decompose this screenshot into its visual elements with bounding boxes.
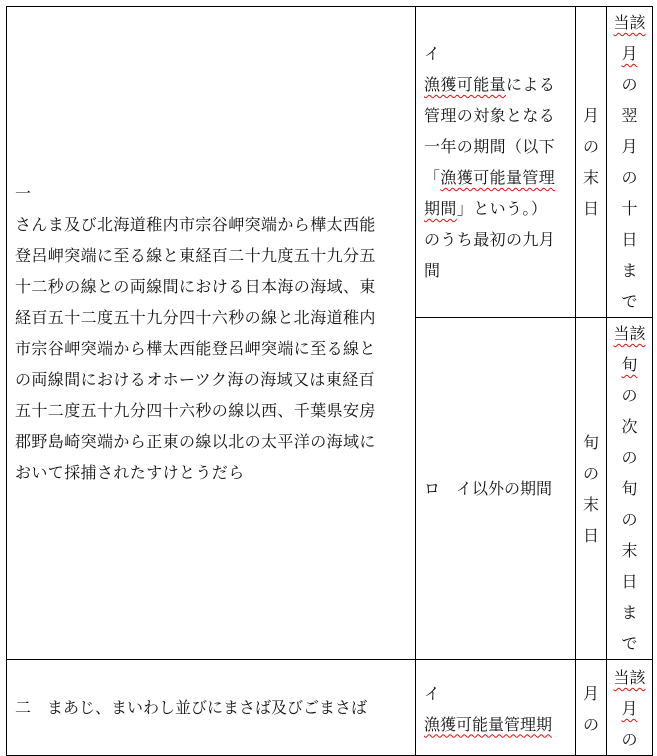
report-char: 旬 [621,479,638,498]
report-char: の [621,730,638,749]
report-char: の [621,386,638,405]
period-text: ロ イ以外の期間 [424,479,553,498]
report-char: で [621,292,638,311]
period-mark-2: 漁獲可能量管理 期間 [424,168,556,218]
deadline-char: の [582,714,599,734]
table-row [7,7,653,318]
deadline-char: の [582,137,599,156]
deadline-char: 月 [582,106,599,125]
period-post: 」という。） のうち最初の九月 間 [424,199,556,280]
deadline-char: 末 [582,168,599,187]
period-mark: 漁獲可能量管理期 [424,714,553,734]
report-char: 月 [621,137,638,156]
report-mark: 当該 [613,13,646,32]
report-cell [607,318,653,660]
period-mark: 漁獲可能量 [424,75,507,94]
deadline-cell [576,660,607,756]
report-char: 次 [621,417,638,436]
report-char: 月 [621,699,638,718]
report-char: で [621,634,638,653]
item-cell [7,7,416,660]
period-text [424,678,567,740]
period-cell [416,318,576,660]
report-char: 十 [621,199,638,218]
period-cell [416,660,576,756]
report-char: の [621,510,638,529]
report-mark: 当該 [613,324,646,343]
deadline-char: 日 [582,525,599,545]
deadline-char: 日 [582,199,599,218]
report-char: 旬 [621,355,638,374]
deadline-char: 末 [582,494,599,514]
report-mark: 当該 [613,668,646,687]
report-char: の [621,75,638,94]
report-cell [607,660,653,756]
item-text: 二 まあじ、まいわし並びにまさば及びごまさば [15,698,368,717]
report-char: 翌 [621,106,638,125]
period-cell [416,7,576,318]
report-char: 末 [621,541,638,560]
deadline-cell [576,318,607,660]
item-text: 一 さんま及び北海道稚内市宗谷岬突端から樺太西能 登呂岬突端に至る線と東経百二十九度五十九分五 十二秒の線との両線間における日本海の海域、東 経百五十二度五十九分四十六秒の線と北海道稚内 市宗谷岬突端から樺太西能登呂岬突端に至る線と の両線間におけるオホーツク海の海域又は東経百 五十二度五十九分四十六秒の線以西、千葉県安房 郡野島崎突端から正東の線以北の太平洋の海域に おいて採捕されたすけとうだら [15,184,376,482]
report-char: の [621,448,638,467]
item-cell [7,660,416,756]
report-char: ま [621,261,638,280]
report-char: 日 [621,230,638,249]
table-row [7,660,653,756]
report-char: 日 [621,572,638,591]
deadline-cell [576,7,607,318]
regulation-table [6,6,653,756]
deadline-char: の [582,463,599,483]
period-label: イ [424,44,441,63]
report-char: の [621,168,638,187]
report-char: ま [621,603,638,622]
report-char: 月 [621,44,638,63]
period-label: イ [424,683,441,703]
period-mid: による 管理の対象となる 一年の期間（以下 「 [424,75,556,187]
period-text [424,38,567,286]
deadline-char: 旬 [582,432,599,452]
report-cell [607,7,653,318]
deadline-char: 月 [582,683,599,703]
